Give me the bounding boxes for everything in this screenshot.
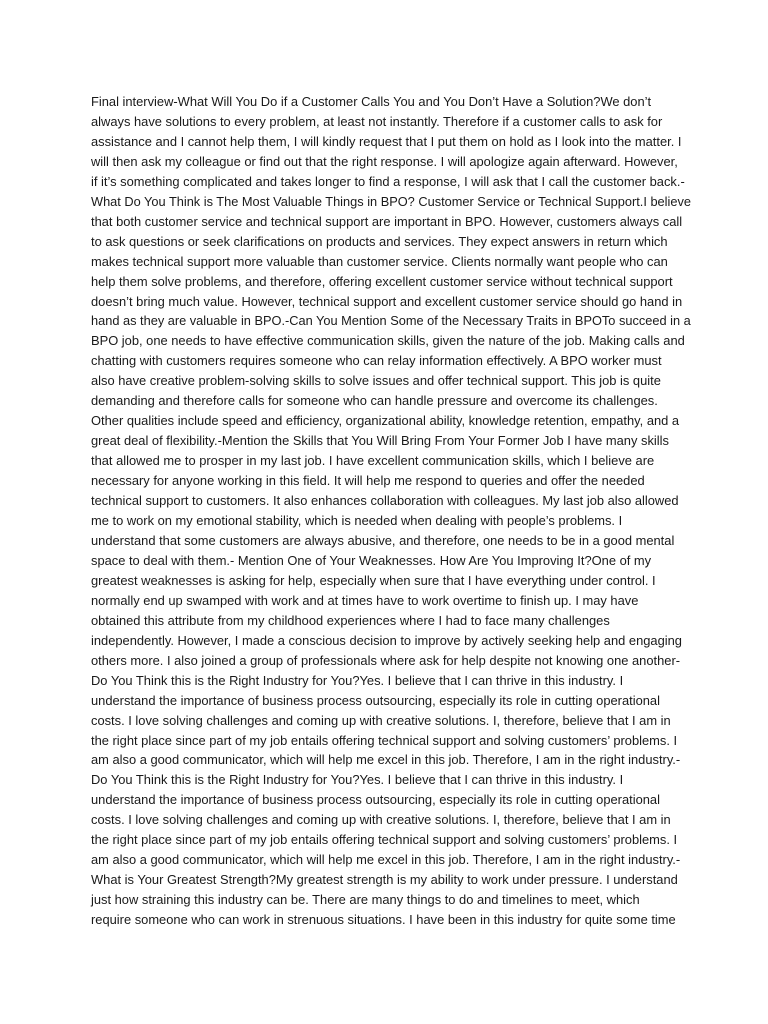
text-line: Do You Think this is the Right Industry for You?Yes. I believe that I can thrive in this industry. I — [91, 772, 624, 788]
text-line: others more. I also joined a group of professionals where ask for help despite not knowing one another- — [91, 652, 681, 668]
text-line: am also a good communicator, which will help me excel in this job. Therefore, I am in the right industry.- — [91, 852, 681, 868]
text-line: obtained this attribute from my childhood experiences where I had to face many challenges — [91, 612, 610, 628]
text-line: necessary for anyone working in this field. It will help me respond to queries and offer the needed — [91, 473, 645, 489]
text-line: demanding and therefore calls for someone who can handle pressure and overcome its challenges. — [91, 393, 658, 409]
text-line: BPO job, one needs to have effective communication skills, given the nature of the job. Making calls and — [91, 333, 685, 349]
text-line: always have solutions to every problem, at least not instantly. Therefore if a customer calls to ask for — [91, 113, 663, 129]
text-line: am also a good communicator, which will help me excel in this job. Therefore, I am in the right industry.- — [91, 752, 681, 768]
body-paragraph — [91, 92, 691, 930]
text-line: makes technical support more valuable than customer service. Clients normally want people who can — [91, 253, 668, 269]
text-line: Do You Think this is the Right Industry for You?Yes. I believe that I can thrive in this industry. I — [91, 672, 624, 688]
text-line: to ask questions or seek clarifications on products and services. They expect answers in return which — [91, 233, 668, 249]
text-line: What Do You Think is The Most Valuable Things in BPO? Customer Service or Technical Support.I believe — [91, 193, 691, 209]
text-line: chatting with customers requires someone who can relay information effectively. A BPO worker must — [91, 353, 662, 369]
text-line: understand the importance of business process outsourcing, especially its role in cutting operational — [91, 692, 660, 708]
text-line: assistance and I cannot help them, I will kindly request that I put them on hold as I look into the matter. I — [91, 133, 682, 149]
text-line: space to deal with them.- Mention One of Your Weaknesses. How Are You Improving It?One of my — [91, 552, 652, 568]
text-line: costs. I love solving challenges and coming up with creative solutions. I, therefore, believe that I am in — [91, 812, 671, 828]
text-line: just how straining this industry can be. There are many things to do and timelines to meet, which — [91, 892, 640, 908]
text-line: require someone who can work in strenuous situations. I have been in this industry for quite some time — [91, 912, 676, 928]
text-line: What is Your Greatest Strength?My greatest strength is my ability to work under pressure. I understand — [91, 872, 678, 888]
text-line: independently. However, I made a conscious decision to improve by actively seeking help and engaging — [91, 632, 682, 648]
text-line: Final interview-What Will You Do if a Customer Calls You and You Don’t Have a Solution?We don’t — [91, 94, 652, 109]
text-line: help them solve problems, and therefore, offering excellent customer service without technical support — [91, 273, 673, 289]
text-line: Other qualities include speed and efficiency, organizational ability, knowledge retention, empathy, and a — [91, 413, 680, 429]
text-line: will then ask my colleague or find out that the right response. I will apologize again afterward. However, — [91, 153, 678, 169]
text-line: the right place since part of my job entails offering technical support and solving customers’ problems. I — [91, 832, 678, 848]
text-line: understand the importance of business process outsourcing, especially its role in cutting operational — [91, 792, 660, 808]
text-line: that allowed me to prosper in my last job. I have excellent communication skills, which I believe are — [91, 453, 655, 469]
text-line: understand that some customers are always abusive, and therefore, one needs to be in a good mental — [91, 532, 675, 548]
text-line: if it’s something complicated and takes longer to find a response, I will ask that I call the customer back.- — [91, 173, 685, 189]
text-line: that both customer service and technical support are important in BPO. However, customers always call — [91, 213, 683, 229]
text-line: also have creative problem-solving skills to solve issues and offer technical support. This job is quite — [91, 373, 661, 389]
text-line: technical support to customers. It also enhances collaboration with colleagues. My last job also allowed — [91, 493, 679, 509]
text-line: normally end up swamped with work and at times have to work overtime to finish up. I may have — [91, 592, 639, 608]
text-line: hand as they are valuable in BPO.-Can You Mention Some of the Necessary Traits in BPOTo succeed in a — [91, 313, 691, 329]
text-line: greatest weaknesses is asking for help, especially when sure that I have everything under control. I — [91, 572, 656, 588]
text-line: great deal of flexibility.-Mention the Skills that You Will Bring From Your Former Job I have many skills — [91, 433, 669, 449]
text-line: the right place since part of my job entails offering technical support and solving customers’ problems. I — [91, 732, 678, 748]
text-line: costs. I love solving challenges and coming up with creative solutions. I, therefore, believe that I am in — [91, 712, 671, 728]
text-line: doesn’t bring much value. However, technical support and excellent customer service should go hand in — [91, 293, 683, 309]
text-line: me to work on my emotional stability, which is needed when dealing with people’s problems. I — [91, 513, 623, 529]
